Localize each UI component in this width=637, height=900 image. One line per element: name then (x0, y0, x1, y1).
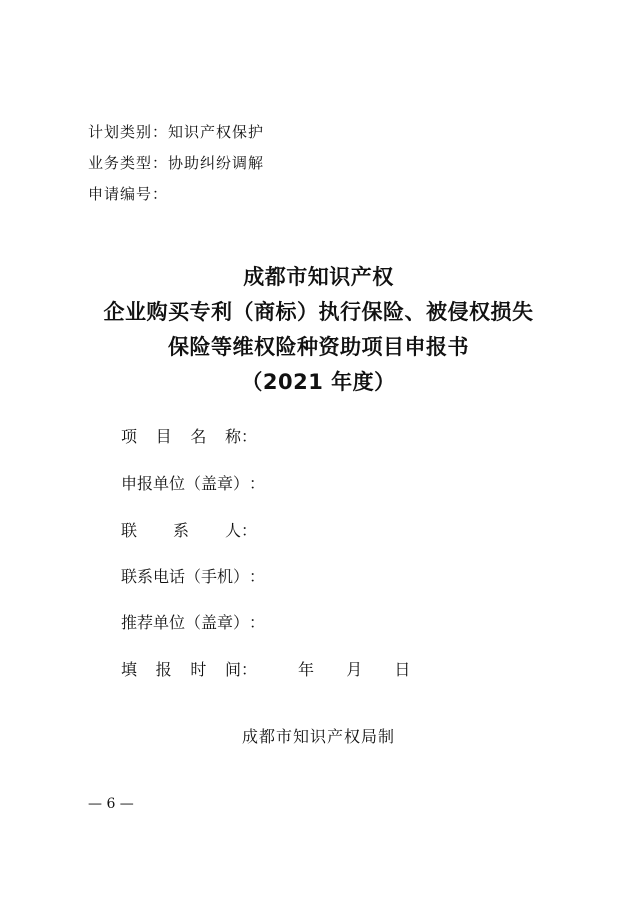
fill-date-label: 填 报 时 间 (121, 660, 241, 679)
business-type (88, 152, 264, 173)
page-number: — 6 — (88, 796, 134, 812)
project-name-field (121, 424, 257, 447)
fill-date-colon: ： (241, 660, 258, 679)
month-label: 月 (346, 660, 363, 679)
plan-category-value: 知识产权保护 (168, 123, 265, 141)
day-label: 日 (394, 660, 411, 679)
project-name-colon: ： (241, 427, 258, 446)
plan-category-label: 计划类别： (88, 123, 169, 141)
recommender-colon: ： (249, 613, 266, 632)
phone-field (121, 564, 265, 587)
applicant-field (121, 471, 265, 494)
contact-colon: ： (241, 521, 258, 540)
business-type-label: 业务类型： (88, 154, 169, 172)
applicant-colon: ： (249, 474, 266, 493)
application-number-label: 申请编号： (88, 185, 169, 203)
title-line-4: （2021 年度） (241, 370, 396, 394)
year-label: 年 (298, 660, 315, 679)
title-line-3: 保险等维权险种资助项目申报书 (168, 335, 469, 359)
plan-category (88, 121, 264, 142)
contact-label: 联 系 人 (121, 521, 241, 540)
business-type-value: 协助纠纷调解 (168, 154, 265, 172)
title-line-2: 企业购买专利（商标）执行保险、被侵权损失 (103, 300, 534, 324)
applicant-label: 申报单位（盖章） (121, 474, 250, 493)
phone-colon: ： (249, 567, 266, 586)
issuer: 成都市知识产权局制 (241, 727, 395, 746)
date-parts (298, 657, 410, 680)
recommender-label: 推荐单位（盖章） (121, 613, 250, 632)
fill-date-field (121, 657, 257, 680)
phone-label: 联系电话（手机） (121, 567, 250, 586)
application-number (88, 183, 168, 204)
title-line-1: 成都市知识产权 (243, 265, 394, 289)
contact-field (121, 518, 257, 541)
project-name-label: 项 目 名 称 (121, 427, 241, 446)
recommender-field (121, 610, 265, 633)
